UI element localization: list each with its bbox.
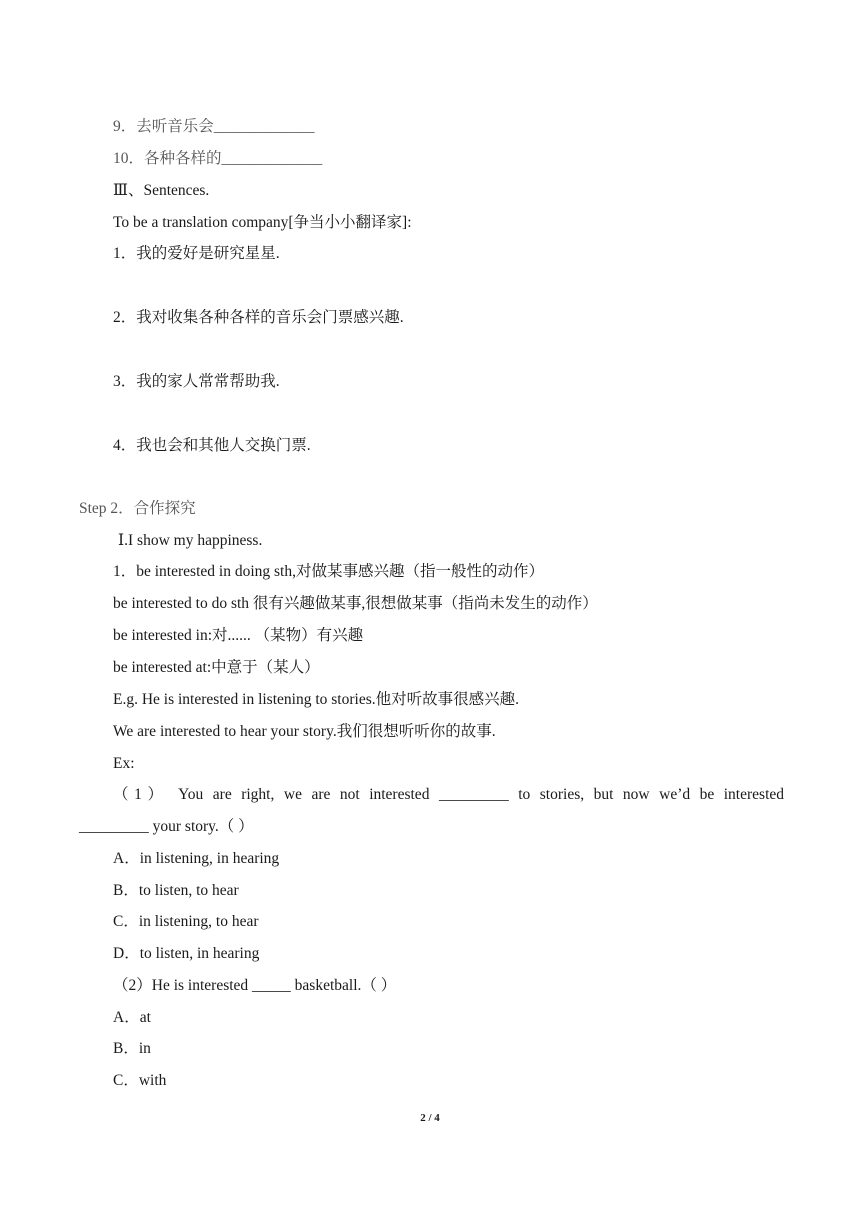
section-heading: Ⅲ、Sentences.	[113, 182, 210, 199]
question-1-stem: （1） You are right, we are not interested _________ to stories, but now we’d be interested	[113, 786, 784, 803]
question-1-stem-continued: _________ your story.（ ）	[79, 818, 254, 835]
question-2-stem: （2）He is interested _____ basketball.（ ）	[113, 977, 397, 994]
option-c: C．in listening, to hear	[113, 913, 259, 930]
example-line: E.g. He is interested in listening to stories.他对听故事很感兴趣.	[113, 691, 519, 708]
note-line: be interested at:中意于（某人）	[113, 659, 320, 676]
option-c: C．with	[113, 1072, 167, 1089]
exercise-label: Ex:	[113, 755, 135, 772]
vocab-item-9: 9．去听音乐会_____________	[113, 118, 315, 135]
note-line: be interested to do sth 很有兴趣做某事,很想做某事（指尚未发生的动作）	[113, 595, 598, 612]
example-line: We are interested to hear your story.我们很想听听你的故事.	[113, 723, 496, 740]
option-b: B．to listen, to hear	[113, 882, 239, 899]
option-d: D．to listen, in hearing	[113, 945, 260, 962]
sentence-item: 4．我也会和其他人交换门票.	[113, 437, 311, 454]
step-heading: Step 2．合作探究	[79, 500, 196, 517]
step-subheading: Ⅰ.I show my happiness.	[118, 532, 263, 549]
option-a: A．at	[113, 1009, 151, 1026]
option-b: B．in	[113, 1040, 151, 1057]
sentence-item: 2．我对收集各种各样的音乐会门票感兴趣.	[113, 309, 404, 326]
option-a: A．in listening, in hearing	[113, 850, 280, 867]
section-instruction: To be a translation company[争当小小翻译家]:	[113, 214, 412, 231]
note-line: be interested in:对...... （某物）有兴趣	[113, 627, 364, 644]
page-number: 2 / 4	[420, 1112, 440, 1124]
sentence-item: 3．我的家人常常帮助我.	[113, 373, 280, 390]
note-line: 1．be interested in doing sth,对做某事感兴趣（指一般性的动作）	[113, 563, 544, 580]
vocab-item-10: 10．各种各样的_____________	[113, 150, 323, 167]
sentence-item: 1．我的爱好是研究星星.	[113, 245, 280, 262]
